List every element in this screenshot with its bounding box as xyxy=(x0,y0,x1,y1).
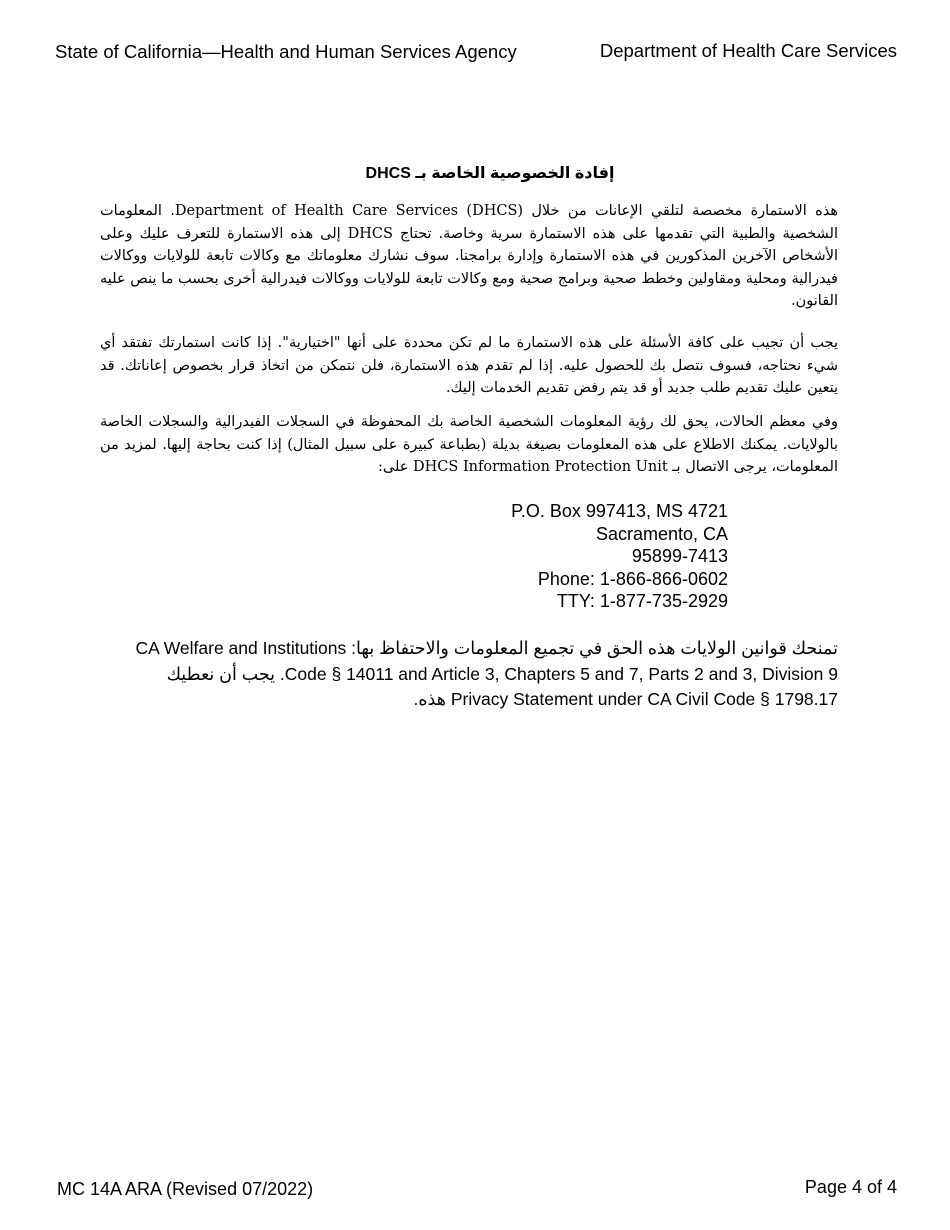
agency-header: State of California—Health and Human Services Agency xyxy=(55,41,517,62)
tty-line: TTY: 1-877-735-2929 xyxy=(556,591,728,612)
paragraph-required-answers: يجب أن تجيب على كافة الأسئلة على هذه الاستمارة ما لم تكن محددة على أنها "اختيارية". إذا كانت استمارتك تفتقد أي شيء نحتاجه، فسوف نتصل بك للحصول عليه. إذا لم تقدم هذه الاستمارة، فلن نتمكن من اتخاذ قرار بخصوص إعاناتك. قد يتعين عليك تقديم طلب جديد أو قد يتم رفض تقديم الخدمات إليك. xyxy=(100,335,838,396)
paragraph-purpose: هذه الاستمارة مخصصة لتلقي الإعانات من خلال Department of Health Care Services (DHCS). المعلومات الشخصية والطبية التي تقدمها على هذه الاستمارة سرية وخاصة. تحتاج DHCS إلى هذه الاستمارة للتعرف عليك وعلى الأشخاص الآخرين المذكورين في هذه الاستمارة وإدارة برامجنا. سوف نشارك معلوماتك مع وكالات تابعة للولايات ووكالات فيدرالية ومحلية ومقاولين وخطط صحية وبرامج صحية ومع وكالات تابعة للولايات ووكالات فيدرالية أخرى بحسب ما ينص عليه القانون. xyxy=(100,203,838,309)
contact-address-block xyxy=(511,500,728,613)
po-box-line: P.O. Box 997413, MS 4721 xyxy=(511,501,728,521)
document-title: إفادة الخصوصية الخاصة بـ DHCS xyxy=(365,165,615,182)
zip-line: 95899-7413 xyxy=(631,546,728,567)
phone-line: Phone: 1-866-866-0602 xyxy=(537,568,728,589)
legal-authority-statement: تمنحك قوانين الولايات هذه الحق في تجميع المعلومات والاحتفاظ بها: CA Welfare and Institutions Code § 14011 and Article 3, Chapters 5 and 7, Parts 2 and 3, Division 9. يجب أن نعطيك Privacy Statement under CA Civil Code § 1798.17 هذه. xyxy=(135,638,838,709)
page-number-footer: Page 4 of 4 xyxy=(804,1177,897,1197)
paragraph-access-rights: وفي معظم الحالات، يحق لك رؤية المعلومات الشخصية الخاصة بك المحفوظة في السجلات الفيدرالية والسجلات الخاصة بالولايات. يمكنك الاطلاع على هذه المعلومات بصيغة بديلة (بطباعة كبيرة على سبيل المثال) إذا كنت بحاجة إليها. لمزيد من المعلومات، يرجى الاتصال بـ DHCS Information Protection Unit على: xyxy=(100,414,838,475)
city-line: Sacramento, CA xyxy=(595,523,728,544)
department-header: Department of Health Care Services xyxy=(599,40,897,61)
form-id-footer: MC 14A ARA (Revised 07/2022) xyxy=(57,1179,314,1199)
